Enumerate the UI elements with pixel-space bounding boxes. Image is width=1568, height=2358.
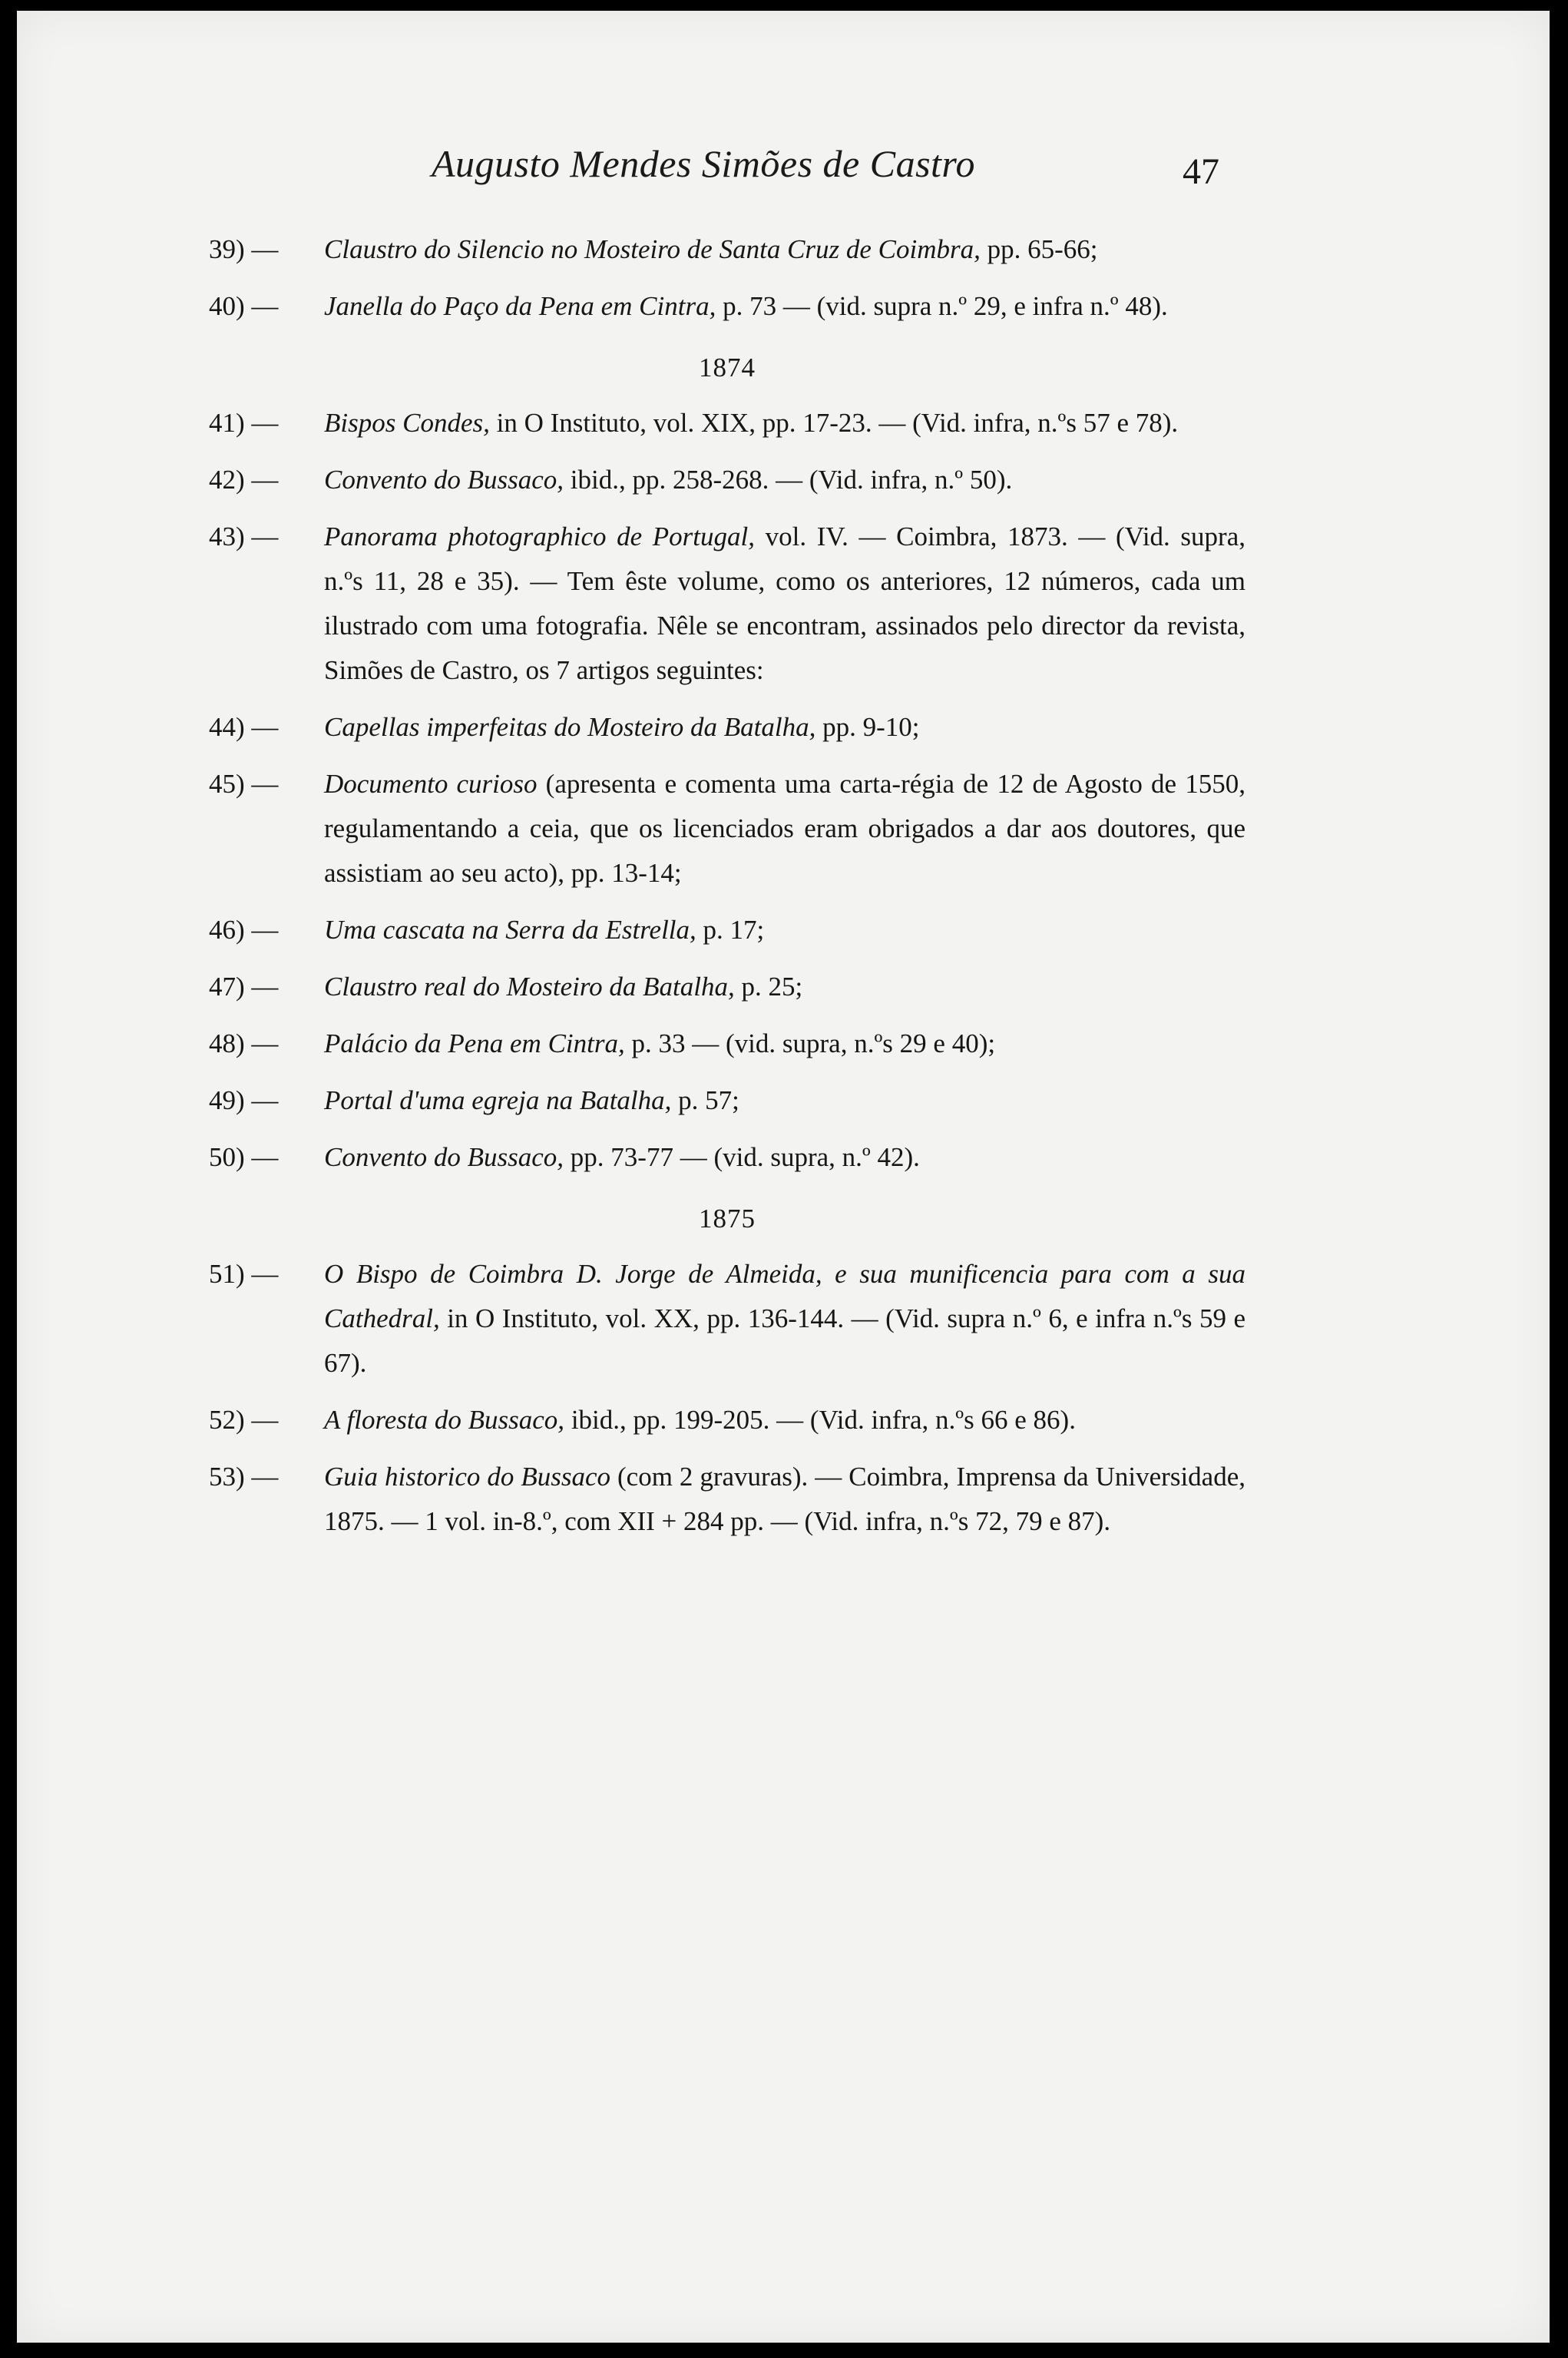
entry-44 [209,705,1245,750]
entry-details: p. 73 — (vid. supra n.º 29, e infra n.º 48). [716,291,1168,321]
entry-number: 44) — [209,712,279,742]
entry-43 [209,515,1245,693]
entry-details: (apresenta e comenta uma carta-régia de 12 de Agosto de 1550, regulamentando a ceia, que os licenciados eram obrigados a dar aos doutores, que assistiam ao seu acto), pp. 13-14; [324,769,1245,888]
entry-title: Janella do Paço da Pena em Cintra, [324,291,716,321]
entry-number: 53) — [209,1462,279,1492]
entry-title: Uma cascata na Serra da Estrella, [324,915,696,945]
entry-52 [209,1398,1245,1442]
entry-title: Capellas imperfeitas do Mosteiro da Batalha, [324,712,816,742]
entry-details: p. 17; [696,915,765,945]
entry-number: 49) — [209,1085,279,1115]
entry-title: O Bispo de Coimbra D. Jorge de Almeida, e sua munificencia para com a sua Cathedral, [324,1259,1245,1333]
entry-details: p. 25; [734,972,803,1002]
entry-details: pp. 9-10; [815,712,920,742]
entry-details: ibid., pp. 199-205. — (Vid. infra, n.ºs 66 e 86). [564,1405,1076,1435]
entry-number: 52) — [209,1405,279,1435]
entry-number: 48) — [209,1028,279,1058]
entry-number: 39) — [209,234,279,264]
entry-number: 43) — [209,522,279,551]
entry-49 [209,1078,1245,1123]
entry-50 [209,1135,1245,1180]
entry-42 [209,458,1245,502]
entry-title: Panorama photographico de Portugal, [324,522,755,551]
entry-title: Convento do Bussaco, [324,1142,564,1172]
entry-number: 50) — [209,1142,279,1172]
entry-title: Portal d'uma egreja na Batalha, [324,1085,672,1115]
entry-title: Claustro do Silencio no Mosteiro de Santa Cruz de Coimbra, [324,234,981,264]
entry-title: Claustro real do Mosteiro da Batalha, [324,972,735,1002]
entry-40 [209,284,1245,329]
entry-title: Palácio da Pena em Cintra, [324,1028,625,1058]
entry-details: p. 33 — (vid. supra, n.ºs 29 e 40); [624,1028,996,1058]
entry-details: in O Instituto, vol. XX, pp. 136-144. — (Vid. supra n.º 6, e infra n.ºs 59 e 67). [324,1303,1245,1378]
entry-details: pp. 73-77 — (vid. supra, n.º 42). [564,1142,920,1172]
entry-39 [209,227,1245,272]
bibliography-text [209,227,1245,1556]
running-title: Augusto Mendes Simões de Castro [432,142,976,185]
entry-number: 41) — [209,408,279,438]
entry-41 [209,401,1245,445]
entry-title: Guia historico do Bussaco [324,1462,611,1492]
entry-45 [209,762,1245,896]
entry-number: 47) — [209,972,279,1002]
year-heading-1875: 1875 [699,1204,756,1234]
entry-details: (com 2 gravuras). — Coimbra, Imprensa da Universidade, 1875. — 1 vol. in-8.º, com XII + 284 pp. — (Vid. infra, n.ºs 72, 79 e 87). [324,1462,1245,1536]
year-heading-1874: 1874 [699,353,756,383]
entry-number: 45) — [209,769,279,799]
entry-51 [209,1252,1245,1386]
entry-title: Documento curioso [324,769,538,799]
entry-details: in O Instituto, vol. XIX, pp. 17-23. — (Vid. infra, n.ºs 57 e 78). [489,408,1179,438]
entry-number: 42) — [209,465,279,495]
entry-details: ibid., pp. 258-268. — (Vid. infra, n.º 50). [564,465,1013,495]
entry-number: 51) — [209,1259,279,1289]
entry-46 [209,908,1245,952]
entry-title: Bispos Condes, [324,408,490,438]
book-page [17,11,1550,2343]
entry-48 [209,1022,1245,1066]
entry-details: pp. 65-66; [980,234,1098,264]
page-number: 47 [1183,151,1219,192]
entry-title: A floresta do Bussaco, [324,1405,565,1435]
entry-number: 46) — [209,915,279,945]
entry-details: p. 57; [671,1085,739,1115]
entry-details: vol. IV. — Coimbra, 1873. — (Vid. supra, n.ºs 11, 28 e 35). — Tem êste volume, como os anteriores, 12 números, cada um ilustrado com uma fotografia. Nêle se encontram, assinados pelo director da revista, Simões de Castro, os 7 artigos seguintes: [324,522,1245,685]
entry-53 [209,1455,1245,1544]
entry-47 [209,965,1245,1009]
entry-title: Convento do Bussaco, [324,465,564,495]
page-header [17,141,1550,195]
entry-number: 40) — [209,291,279,321]
